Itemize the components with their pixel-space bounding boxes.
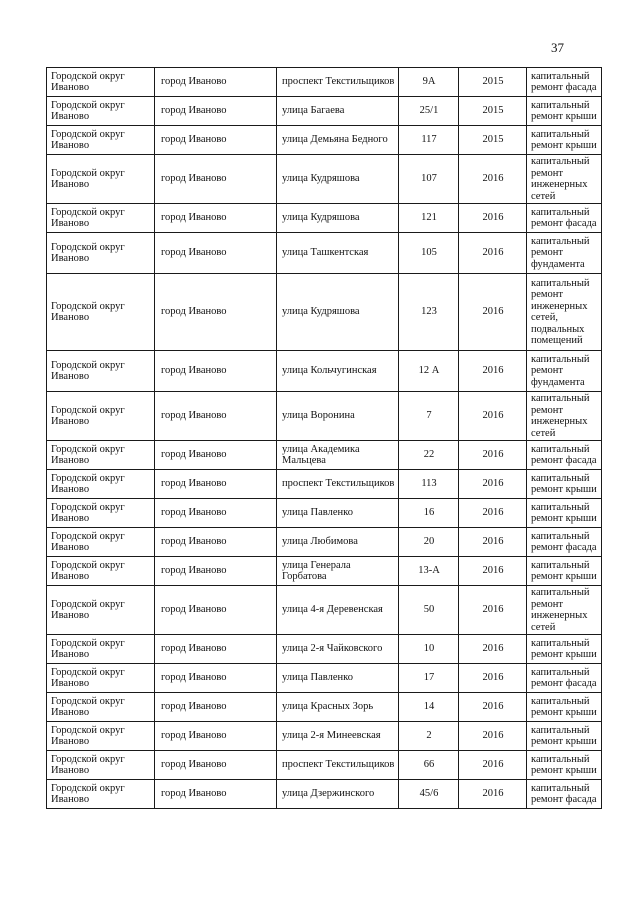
table-row	[47, 97, 602, 126]
cell-street: улица Павленко	[277, 499, 399, 528]
cell-city: город Иваново	[155, 274, 277, 351]
cell-street: улица Багаева	[277, 97, 399, 126]
cell-work-type: капитальный ремонт инженерных сетей	[527, 586, 602, 635]
cell-street: проспект Текстильщиков	[277, 470, 399, 499]
cell-city: город Иваново	[155, 586, 277, 635]
cell-district: Городской округ Иваново	[47, 470, 155, 499]
cell-house-number: 117	[399, 126, 459, 155]
cell-house-number: 121	[399, 204, 459, 233]
cell-house-number: 66	[399, 751, 459, 780]
cell-work-type: капитальный ремонт фасада	[527, 664, 602, 693]
cell-year: 2016	[459, 722, 527, 751]
cell-city: город Иваново	[155, 68, 277, 97]
cell-year: 2016	[459, 392, 527, 441]
cell-district: Городской округ Иваново	[47, 392, 155, 441]
cell-district: Городской округ Иваново	[47, 557, 155, 586]
cell-work-type: капитальный ремонт крыши	[527, 470, 602, 499]
cell-city: город Иваново	[155, 126, 277, 155]
table-row	[47, 528, 602, 557]
cell-work-type: капитальный ремонт крыши	[527, 693, 602, 722]
cell-year: 2016	[459, 470, 527, 499]
page-number: 37	[551, 40, 564, 55]
table-row	[47, 499, 602, 528]
table-row	[47, 126, 602, 155]
cell-city: город Иваново	[155, 722, 277, 751]
cell-house-number: 45/6	[399, 780, 459, 809]
cell-city: город Иваново	[155, 693, 277, 722]
cell-city: город Иваново	[155, 635, 277, 664]
cell-district: Городской округ Иваново	[47, 204, 155, 233]
cell-house-number: 25/1	[399, 97, 459, 126]
cell-year: 2016	[459, 441, 527, 470]
cell-house-number: 16	[399, 499, 459, 528]
cell-street: улица Академика Мальцева	[277, 441, 399, 470]
cell-year: 2015	[459, 68, 527, 97]
cell-city: город Иваново	[155, 751, 277, 780]
cell-house-number: 123	[399, 274, 459, 351]
cell-district: Городской округ Иваново	[47, 351, 155, 392]
cell-street: улица Кудряшова	[277, 155, 399, 204]
cell-city: город Иваново	[155, 664, 277, 693]
cell-house-number: 10	[399, 635, 459, 664]
cell-district: Городской округ Иваново	[47, 528, 155, 557]
cell-year: 2016	[459, 274, 527, 351]
cell-district: Городской округ Иваново	[47, 155, 155, 204]
cell-street: улица Дзержинского	[277, 780, 399, 809]
table-row	[47, 392, 602, 441]
table-row	[47, 470, 602, 499]
cell-street: проспект Текстильщиков	[277, 68, 399, 97]
cell-work-type: капитальный ремонт крыши	[527, 722, 602, 751]
cell-district: Городской округ Иваново	[47, 693, 155, 722]
cell-street: улица Генерала Горбатова	[277, 557, 399, 586]
cell-street: улица Демьяна Бедного	[277, 126, 399, 155]
cell-year: 2016	[459, 557, 527, 586]
cell-city: город Иваново	[155, 470, 277, 499]
cell-district: Городской округ Иваново	[47, 441, 155, 470]
cell-year: 2016	[459, 586, 527, 635]
cell-street: улица Кудряшова	[277, 204, 399, 233]
cell-house-number: 105	[399, 233, 459, 274]
table-row	[47, 155, 602, 204]
cell-city: город Иваново	[155, 780, 277, 809]
cell-year: 2016	[459, 204, 527, 233]
cell-house-number: 113	[399, 470, 459, 499]
cell-street: улица Ташкентская	[277, 233, 399, 274]
table-row	[47, 204, 602, 233]
cell-house-number: 9А	[399, 68, 459, 97]
cell-year: 2016	[459, 664, 527, 693]
cell-street: улица 4-я Деревенская	[277, 586, 399, 635]
cell-work-type: капитальный ремонт фасада	[527, 204, 602, 233]
cell-district: Городской округ Иваново	[47, 635, 155, 664]
cell-district: Городской округ Иваново	[47, 722, 155, 751]
table-row	[47, 722, 602, 751]
table-row	[47, 664, 602, 693]
cell-work-type: капитальный ремонт крыши	[527, 499, 602, 528]
cell-house-number: 2	[399, 722, 459, 751]
cell-district: Городской округ Иваново	[47, 233, 155, 274]
cell-year: 2016	[459, 751, 527, 780]
cell-work-type: капитальный ремонт крыши	[527, 557, 602, 586]
housing-repair-table	[46, 67, 602, 809]
cell-district: Городской округ Иваново	[47, 780, 155, 809]
cell-year: 2016	[459, 528, 527, 557]
cell-street: улица Красных Зорь	[277, 693, 399, 722]
table-row	[47, 780, 602, 809]
cell-city: город Иваново	[155, 499, 277, 528]
cell-house-number: 22	[399, 441, 459, 470]
table-row	[47, 557, 602, 586]
table-row	[47, 274, 602, 351]
cell-year: 2016	[459, 635, 527, 664]
cell-city: город Иваново	[155, 204, 277, 233]
cell-street: улица Павленко	[277, 664, 399, 693]
cell-house-number: 12 А	[399, 351, 459, 392]
table-row	[47, 586, 602, 635]
cell-work-type: капитальный ремонт крыши	[527, 97, 602, 126]
cell-year: 2016	[459, 155, 527, 204]
cell-street: улица Любимова	[277, 528, 399, 557]
cell-year: 2016	[459, 693, 527, 722]
cell-year: 2015	[459, 126, 527, 155]
cell-house-number: 20	[399, 528, 459, 557]
cell-house-number: 14	[399, 693, 459, 722]
cell-street: улица Кудряшова	[277, 274, 399, 351]
cell-street: улица 2-я Чайковского	[277, 635, 399, 664]
cell-city: город Иваново	[155, 233, 277, 274]
cell-work-type: капитальный ремонт фасада	[527, 441, 602, 470]
cell-year: 2016	[459, 351, 527, 392]
table-body	[47, 68, 602, 809]
cell-city: город Иваново	[155, 528, 277, 557]
table-row	[47, 635, 602, 664]
cell-year: 2016	[459, 233, 527, 274]
cell-district: Городской округ Иваново	[47, 274, 155, 351]
cell-district: Городской округ Иваново	[47, 68, 155, 97]
cell-house-number: 7	[399, 392, 459, 441]
cell-street: улица 2-я Минеевская	[277, 722, 399, 751]
cell-city: город Иваново	[155, 557, 277, 586]
table-row	[47, 233, 602, 274]
cell-work-type: капитальный ремонт фасада	[527, 780, 602, 809]
cell-street: проспект Текстильщиков	[277, 751, 399, 780]
cell-work-type: капитальный ремонт фундамента	[527, 233, 602, 274]
cell-work-type: капитальный ремонт крыши	[527, 635, 602, 664]
cell-work-type: капитальный ремонт фасада	[527, 528, 602, 557]
cell-street: улица Кольчугинская	[277, 351, 399, 392]
cell-city: город Иваново	[155, 155, 277, 204]
cell-district: Городской округ Иваново	[47, 586, 155, 635]
cell-district: Городской округ Иваново	[47, 126, 155, 155]
cell-district: Городской округ Иваново	[47, 751, 155, 780]
cell-city: город Иваново	[155, 441, 277, 470]
table-row	[47, 68, 602, 97]
cell-house-number: 17	[399, 664, 459, 693]
cell-year: 2016	[459, 499, 527, 528]
table-row	[47, 441, 602, 470]
cell-work-type: капитальный ремонт инженерных сетей, подвальных помещений	[527, 274, 602, 351]
cell-house-number: 13-А	[399, 557, 459, 586]
cell-district: Городской округ Иваново	[47, 664, 155, 693]
cell-work-type: капитальный ремонт фасада	[527, 68, 602, 97]
cell-work-type: капитальный ремонт инженерных сетей	[527, 392, 602, 441]
cell-house-number: 107	[399, 155, 459, 204]
table-row	[47, 351, 602, 392]
cell-work-type: капитальный ремонт фундамента	[527, 351, 602, 392]
cell-street: улица Воронина	[277, 392, 399, 441]
cell-year: 2016	[459, 780, 527, 809]
cell-house-number: 50	[399, 586, 459, 635]
cell-city: город Иваново	[155, 351, 277, 392]
cell-district: Городской округ Иваново	[47, 97, 155, 126]
cell-work-type: капитальный ремонт крыши	[527, 126, 602, 155]
cell-city: город Иваново	[155, 97, 277, 126]
cell-year: 2015	[459, 97, 527, 126]
cell-city: город Иваново	[155, 392, 277, 441]
cell-district: Городской округ Иваново	[47, 499, 155, 528]
table-row	[47, 693, 602, 722]
table-row	[47, 751, 602, 780]
cell-work-type: капитальный ремонт крыши	[527, 751, 602, 780]
cell-work-type: капитальный ремонт инженерных сетей	[527, 155, 602, 204]
